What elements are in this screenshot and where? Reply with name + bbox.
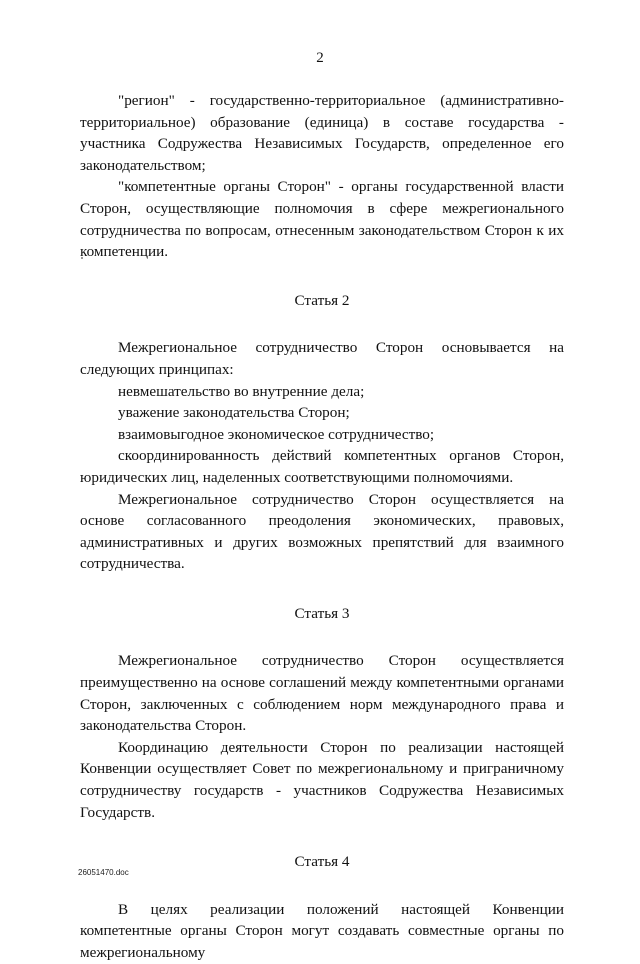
principle-item: невмешательство во внутренние дела; <box>118 382 365 400</box>
document-body <box>80 90 564 964</box>
definition-region: "регион" - государственно-территориальное (административно-территориальное) образование (единица) в составе государства - участника Содружества Независимых Государств, определенное его законодательством; <box>80 92 564 174</box>
article-2-heading: Статья 2 <box>294 291 350 309</box>
principle-item: скоординированность действий компетентных органов Сторон, юридических лиц, наделенных соответствующими полномочиями. <box>80 447 564 486</box>
article-3-heading: Статья 3 <box>294 604 350 622</box>
article-4-paragraph: В целях реализации положений настоящей Конвенции компетентные органы Сторон могут создавать совместные органы по межрегиональному <box>80 900 564 961</box>
article-2-closing: Межрегиональное сотрудничество Сторон осуществляется на основе согласованного преодоления экономических, правовых, административных и других возможных препятствий для взаимного сотрудничества. <box>80 490 564 573</box>
definition-competent-bodies: "компетентные органы Сторон" - органы государственной власти Сторон, осуществляющие полномочия в сфере межрегионального сотрудничества по вопросам, отнесенным законодательством Сторон к их компетенции. <box>80 178 564 261</box>
principle-item: взаимовыгодное экономическое сотрудничество; <box>118 425 435 443</box>
article-2-intro: Межрегиональное сотрудничество Сторон основывается на следующих принципах: <box>80 339 564 378</box>
principle-item: уважение законодательства Сторон; <box>118 404 350 422</box>
article-3-paragraph: Координацию деятельности Сторон по реализации настоящей Конвенции осуществляет Совет по межрегиональному и приграничному сотрудничеству государств - участников Содружества Независимых Государств. <box>80 738 564 821</box>
file-name-footer: 26051470.doc <box>78 868 129 877</box>
page-number: 2 <box>316 50 324 66</box>
article-3-paragraph: Межрегиональное сотрудничество Сторон осуществляется преимущественно на основе соглашений между компетентными органами Сторон, заключенных с соблюдением норм международного права и законодательства Сторон. <box>80 652 564 735</box>
article-4-heading: Статья 4 <box>294 853 350 871</box>
